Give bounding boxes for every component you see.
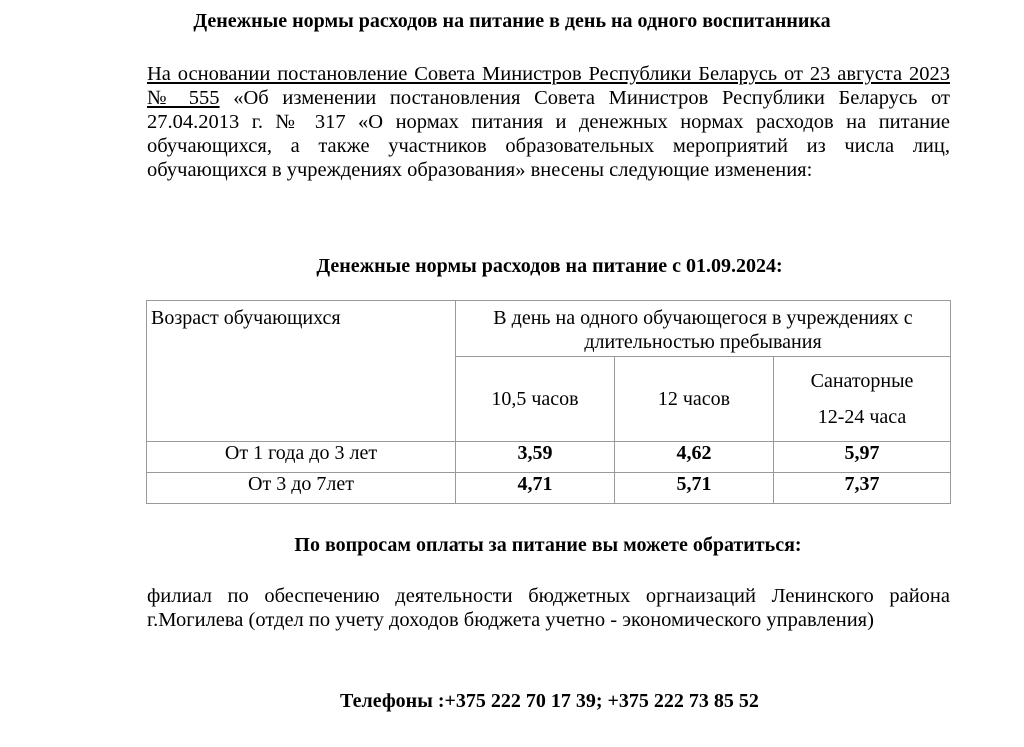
- intro-paragraph: [147, 62, 950, 182]
- norms-table: [146, 300, 951, 504]
- value-cell: 3,59: [456, 442, 615, 473]
- col-12-hours: 12 часов: [615, 357, 774, 442]
- day-header-cell: В день на одного обучающегося в учреждениях с длительностью пребывания: [456, 301, 951, 357]
- col-sanatorium-line1: Санаторные: [810, 370, 914, 392]
- table-row: [147, 442, 951, 473]
- age-cell: От 3 до 7лет: [147, 473, 456, 504]
- contact-heading: По вопросам оплаты за питание вы можете обратиться:: [294, 534, 802, 556]
- table-row: [147, 473, 951, 504]
- document-title: Денежные нормы расходов на питание в день на одного воспитанника: [193, 10, 831, 32]
- col-sanatorium-line2: 12-24 часа: [817, 406, 907, 428]
- table-header-row: [147, 301, 951, 357]
- intro-underlined-text: На основании постановление Совета Министров Республики Беларусь от 23 августа 2023 № 555: [147, 63, 950, 109]
- col-sanatorium: [774, 357, 951, 442]
- norms-subtitle: Денежные нормы расходов на питание с 01.09.2024:: [316, 255, 783, 277]
- age-cell: От 1 года до 3 лет: [147, 442, 456, 473]
- value-cell: 5,97: [774, 442, 951, 473]
- value-cell: 4,62: [615, 442, 774, 473]
- value-cell: 7,37: [774, 473, 951, 504]
- contact-paragraph: филиал по обеспечению деятельности бюджетных оргнаизаций Ленинского района г.Могилева (отдел по учету доходов бюджета учетно - экономического управления): [147, 585, 950, 631]
- age-header-cell: Возраст обучающихся: [147, 301, 456, 442]
- value-cell: 4,71: [456, 473, 615, 504]
- value-cell: 5,71: [615, 473, 774, 504]
- phone-numbers: Телефоны :+375 222 70 17 39; +375 222 73 85 52: [340, 690, 759, 712]
- col-10-5-hours: 10,5 часов: [456, 357, 615, 442]
- intro-rest-text: «Об изменении постановления Совета Министров Республики Беларусь от 27.04.2013 г. № 317 «О нормах питания и денежных нормах расходов на питание обучающихся, а также участников образовательных мероприятий из числа лиц, обучающихся в учреждениях образования» внесены следующие изменения:: [147, 87, 950, 181]
